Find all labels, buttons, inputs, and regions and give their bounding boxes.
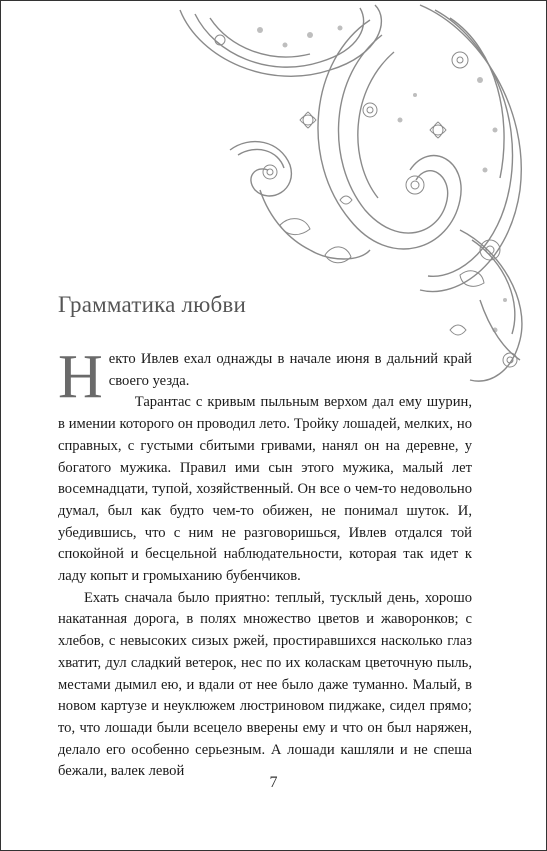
paragraph-1 (58, 343, 472, 411)
paragraph-2: Тарантас с кривым пыльным верхом дал ему шурин, в имении которого он проводил лето. Тройку лошадей, мелких, но справных, с густыми сбитыми гривами, нанял он на деревне, у богатого мужика. Правил ими сын этого мужика, малый лет восемнадцати, тупой, хозяйственный. Он все о чем-то недовольно думал, был как будто чем-то обижен, не понимал шуток. И, убедившись, что с ним не разговоришься, Ивлев отдался той спокойной и бесцельной наблюдательности, которая так идет к ладу копыт и громыханию бубенчиков. (58, 394, 472, 585)
body-text (58, 343, 472, 783)
paragraph-3: Ехать сначала было приятно: теплый, тусклый день, хорошо накатанная дорога, в полях множество цветов и жаворонков; с хлебов, с невысоких сизых ржей, простиравшихся насколько глаз хватит, дул сладкий ветерок, нес по их коласкам цветочную пыль, местами дымил ею, и вдали от нее было даже туманно. Малый, в новом картузе и неуклюжем люстриновом пиджаке, сидел прямо; то, что лошади были всецело вверены ему и что он был наряжен, делало его особенно серьезным. А лошади кашляли и не спеша бежали, валек левой (58, 589, 472, 780)
drop-cap: Н (58, 343, 103, 411)
paragraph-1-text: екто Ивлев ехал однажды в начале июня в дальний край своего уезда. (108, 351, 472, 389)
page-number: 7 (269, 774, 278, 791)
paisley-ornament (160, 0, 547, 390)
chapter-title: Грамматика любви (58, 292, 246, 317)
